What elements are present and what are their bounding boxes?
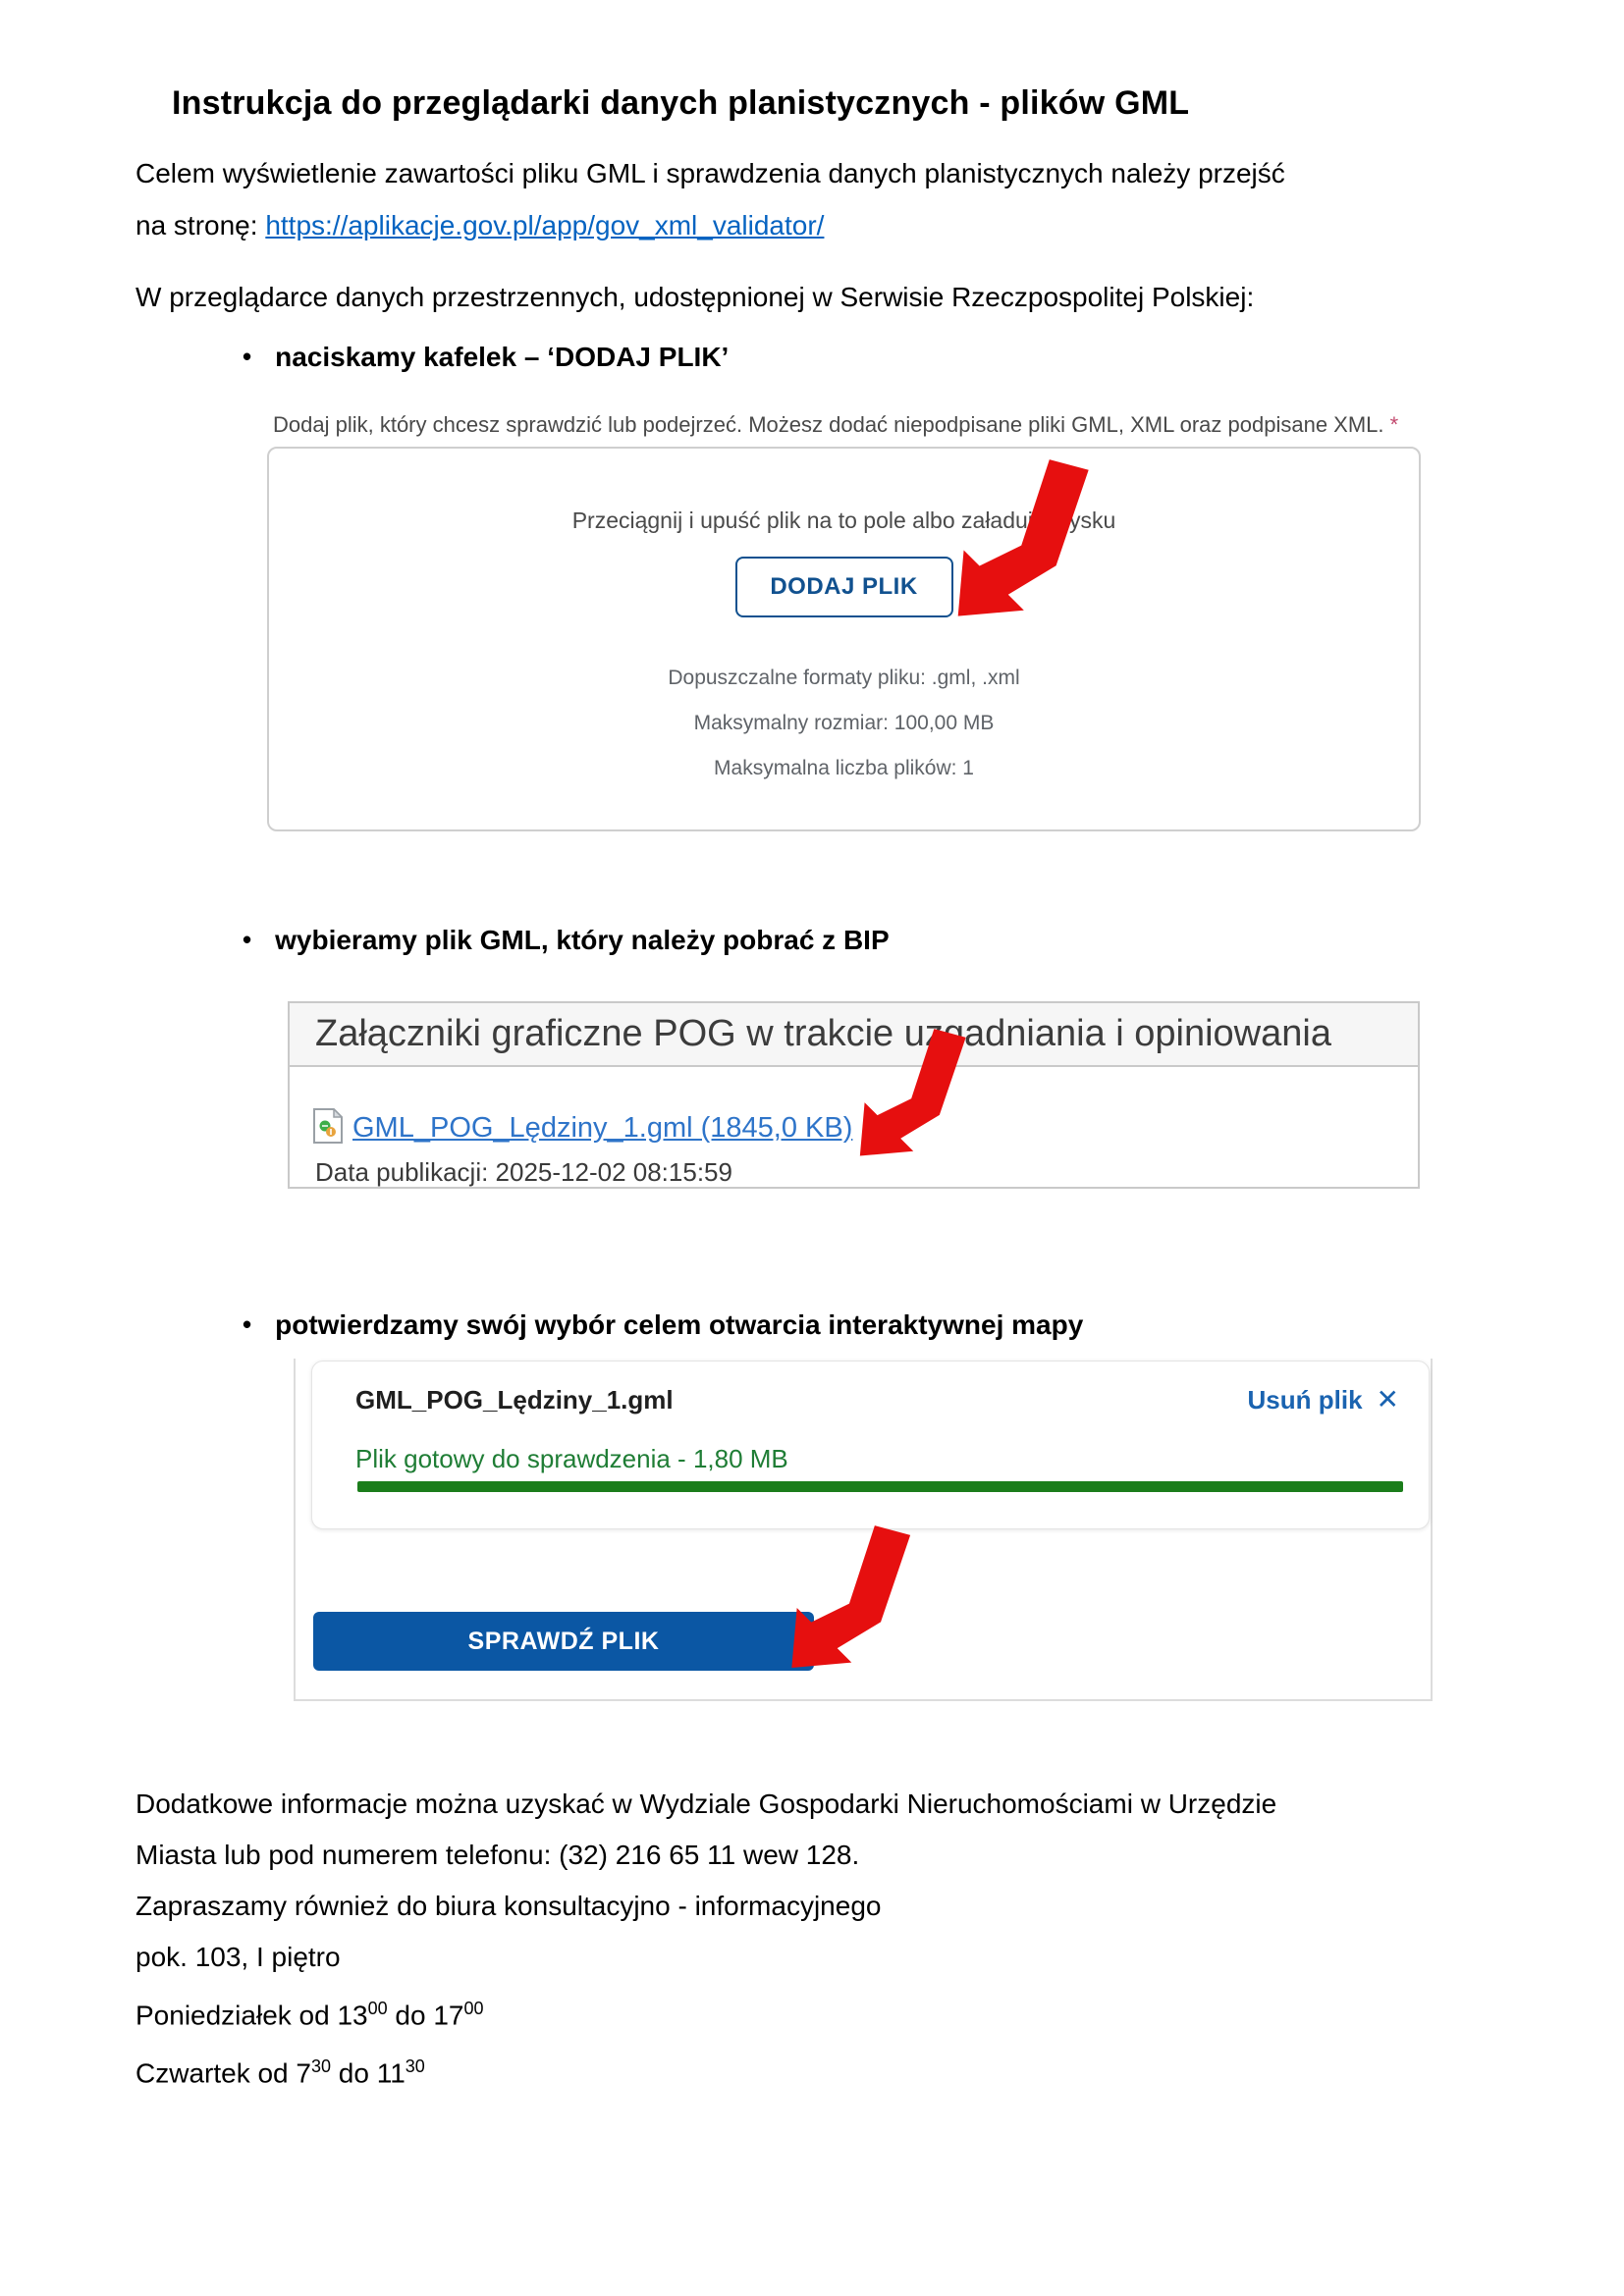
bullet-item-choose-file	[243, 925, 890, 956]
intro-paragraph-2: W przeglądarce danych przestrzennych, udostępnionej w Serwisie Rzeczpospolitej Polskiej:	[135, 282, 1255, 312]
footer-line-3: Zapraszamy również do biura konsultacyjno - informacyjnego	[135, 1891, 882, 1921]
red-arrow-annotation-check-button	[758, 1517, 945, 1682]
bullet-item-add-file	[243, 342, 729, 373]
close-icon[interactable]: ✕	[1376, 1384, 1399, 1415]
gml-file-link[interactable]: GML_POG_Lędziny_1.gml (1845,0 KB)	[352, 1112, 853, 1144]
hint-formats: Dopuszczalne formaty pliku: .gml, .xml	[668, 667, 1020, 689]
hint-max-files: Maksymalna liczba plików: 1	[714, 757, 974, 779]
remove-file-button[interactable]	[1248, 1383, 1399, 1415]
bullet-item-confirm	[243, 1309, 1083, 1341]
file-status-text: Plik gotowy do sprawdzenia - 1,80 MB	[355, 1444, 788, 1473]
monday-sup-2: 00	[463, 1999, 484, 2018]
thursday-sup-1: 30	[310, 2056, 331, 2077]
file-dropzone[interactable]	[267, 447, 1421, 831]
remove-file-label: Usuń plik	[1247, 1385, 1363, 1415]
footer-line-4: pok. 103, I piętro	[135, 1942, 341, 1972]
red-arrow-annotation-add-file	[918, 450, 1129, 631]
bullet-text: potwierdzamy swój wybór celem otwarcia interaktywnej mapy	[275, 1309, 1084, 1340]
required-asterisk: *	[1389, 412, 1399, 437]
upload-progress-bar	[357, 1481, 1403, 1492]
page-title: Instrukcja do przeglądarki danych planistycznych - plików GML	[172, 84, 1190, 122]
bullet-text: naciskamy kafelek – ‘DODAJ PLIK’	[275, 342, 730, 372]
bullet-dot: •	[243, 925, 252, 954]
intro-line-1: Celem wyświetlenie zawartości pliku GML i sprawdzenia danych planistycznych należy przejść	[135, 158, 1285, 188]
publish-date: Data publikacji: 2025-12-02 08:15:59	[315, 1157, 732, 1187]
intro-line-2	[135, 199, 1510, 251]
intro-paragraph	[135, 147, 1510, 251]
uploaded-file-name: GML_POG_Lędziny_1.gml	[355, 1385, 674, 1415]
hint-max-size: Maksymalny rozmiar: 100,00 MB	[693, 712, 995, 734]
footer-line-2: Miasta lub pod numerem telefonu: (32) 216 65 11 wew 128.	[135, 1840, 860, 1870]
thursday-mid: do 11	[331, 2057, 406, 2089]
uploader-caption	[273, 412, 1427, 438]
check-file-button[interactable]: SPRAWDŹ PLIK	[313, 1612, 814, 1671]
monday-text: Poniedziałek od 13	[135, 2000, 368, 2031]
gml-file-icon	[313, 1108, 343, 1144]
validator-url-link[interactable]: https://aplikacje.gov.pl/app/gov_xml_validator/	[265, 210, 825, 240]
add-file-button[interactable]: DODAJ PLIK	[735, 557, 953, 617]
dropzone-text: Przeciągnij i upuść plik na to pole albo załaduj z dysku	[571, 507, 1116, 533]
bullet-dot: •	[243, 342, 252, 371]
bip-attachments-header: Załączniki graficzne POG w trakcie uzgadniania i opiniowania	[288, 1001, 1420, 1067]
uploaded-file-card	[311, 1361, 1430, 1529]
footer-line-monday	[135, 1983, 1510, 2041]
red-arrow-annotation-file-link	[830, 1021, 997, 1168]
bullet-dot: •	[243, 1309, 252, 1339]
bullet-text: wybieramy plik GML, który należy pobrać z BIP	[275, 925, 890, 955]
footer-line-1: Dodatkowe informacje można uzyskać w Wydziale Gospodarki Nieruchomościami w Urzędzie	[135, 1789, 1277, 1819]
monday-mid: do 17	[387, 2000, 464, 2031]
thursday-sup-2: 30	[405, 2056, 425, 2077]
intro-line-2-prefix: na stronę:	[135, 210, 266, 240]
uploader-caption-text: Dodaj plik, który chcesz sprawdzić lub podejrzeć. Możesz dodać niepodpisane pliki GML, XML oraz podpisane XML.	[273, 412, 1384, 437]
footer-info	[135, 1779, 1510, 2100]
footer-line-thursday	[135, 2041, 1510, 2099]
monday-sup-1: 00	[367, 1999, 388, 2018]
thursday-text: Czwartek od 7	[135, 2057, 311, 2089]
